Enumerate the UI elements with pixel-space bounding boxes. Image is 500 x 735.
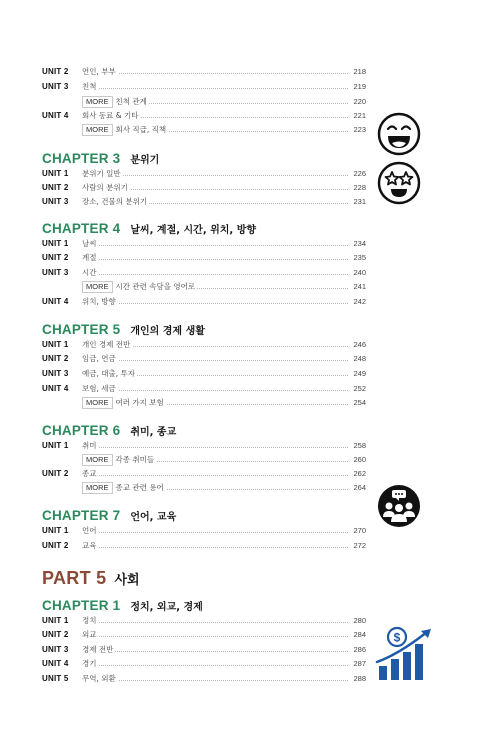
page-number: 223: [348, 124, 366, 136]
more-badge: MORE: [82, 96, 113, 108]
chapter-label: CHAPTER 1: [42, 598, 121, 613]
page-number: 287: [348, 658, 366, 670]
leader-dots: [82, 360, 348, 361]
unit-title: 위치, 방향: [82, 297, 116, 306]
unit-label: UNIT 3: [42, 82, 69, 91]
chapter-label: CHAPTER 5: [42, 322, 121, 337]
leader-dots: [82, 259, 348, 260]
unit-title: 회사 동료 & 기타: [82, 111, 139, 120]
unit-label: UNIT 1: [42, 616, 69, 625]
growth-chart-icon: [375, 626, 435, 682]
part-label: PART 5: [42, 568, 107, 588]
unit-title: 예금, 대출, 투자: [82, 369, 136, 378]
chapter-title: 언어, 교육: [130, 512, 177, 523]
leader-dots: [82, 303, 348, 304]
unit-label: UNIT 3: [42, 197, 69, 206]
page-number: 262: [348, 468, 366, 480]
unit-title: 정치: [82, 616, 97, 625]
leader-dots: [82, 390, 348, 391]
unit-label: UNIT 4: [42, 297, 69, 306]
toc-row[interactable]: [42, 267, 366, 279]
page-number: 228: [348, 182, 366, 194]
page-number: 254: [348, 397, 366, 409]
toc-row[interactable]: [42, 339, 366, 351]
toc-row[interactable]: [42, 440, 366, 452]
chapter-heading[interactable]: [42, 505, 176, 521]
chapter-label: CHAPTER 6: [42, 423, 121, 438]
page-number: 272: [348, 540, 366, 552]
toc-row[interactable]: [42, 629, 366, 641]
leader-dots: [82, 475, 348, 476]
leader-dots: [82, 547, 348, 548]
page-number: 241: [348, 281, 366, 293]
unit-title: 외교: [82, 630, 97, 639]
page-number: 264: [348, 482, 366, 494]
chapter-heading[interactable]: [42, 420, 176, 436]
more-badge: MORE: [82, 397, 113, 409]
page-number: 249: [348, 368, 366, 380]
toc-row[interactable]: [42, 66, 366, 78]
part-title: 사회: [114, 573, 140, 588]
chapter-label: CHAPTER 4: [42, 221, 121, 236]
chapter-title: 날씨, 계절, 시간, 위치, 방향: [130, 225, 257, 236]
leader-dots: [82, 651, 348, 652]
chapter-title: 취미, 종교: [130, 427, 177, 438]
unit-title: 장소, 건물의 분위기: [82, 197, 148, 206]
unit-label: UNIT 4: [42, 111, 69, 120]
toc-row[interactable]: [42, 81, 366, 93]
toc-row-more[interactable]: [42, 454, 366, 466]
toc-row-more[interactable]: [42, 96, 366, 108]
toc-row[interactable]: [42, 615, 366, 627]
leader-dots: [82, 245, 348, 246]
leader-dots: [82, 88, 348, 89]
unit-title: 종교 관련 용어: [115, 483, 164, 492]
unit-title: 종교: [82, 469, 97, 478]
unit-label: UNIT 1: [42, 239, 69, 248]
chapter-label: CHAPTER 7: [42, 508, 121, 523]
unit-title: 보험, 세금: [82, 384, 116, 393]
page-number: 242: [348, 296, 366, 308]
unit-label: UNIT 1: [42, 441, 69, 450]
more-badge: MORE: [82, 454, 113, 466]
toc-row[interactable]: [42, 196, 366, 208]
page-number: 258: [348, 440, 366, 452]
unit-title: 분위기 일반: [82, 169, 121, 178]
page-number: 220: [348, 96, 366, 108]
unit-title: 언어: [82, 526, 97, 535]
unit-label: UNIT 2: [42, 183, 69, 192]
toc-row-more[interactable]: [42, 281, 366, 293]
toc-row[interactable]: [42, 468, 366, 480]
unit-title: 임금, 연금: [82, 354, 116, 363]
unit-label: UNIT 3: [42, 369, 69, 378]
unit-label: UNIT 1: [42, 169, 69, 178]
unit-label: UNIT 5: [42, 674, 69, 683]
toc-row-more[interactable]: [42, 397, 366, 409]
page-number: 252: [348, 383, 366, 395]
toc-row[interactable]: [42, 540, 366, 552]
page-number: 270: [348, 525, 366, 537]
unit-label: UNIT 2: [42, 354, 69, 363]
unit-title: 계절: [82, 253, 97, 262]
chapter-heading[interactable]: [42, 218, 256, 234]
page-number: 284: [348, 629, 366, 641]
chapter-title: 정치, 외교, 경제: [130, 602, 203, 613]
toc-row[interactable]: [42, 383, 366, 395]
toc-row[interactable]: [42, 182, 366, 194]
unit-label: UNIT 3: [42, 645, 69, 654]
unit-label: UNIT 2: [42, 541, 69, 550]
toc-row[interactable]: [42, 658, 366, 670]
leader-dots: [82, 622, 348, 623]
unit-label: UNIT 4: [42, 659, 69, 668]
chapter-title: 개인의 경제 생활: [130, 326, 205, 337]
toc-row-more[interactable]: [42, 482, 366, 494]
toc-row[interactable]: [42, 673, 366, 685]
toc-row-more[interactable]: [42, 124, 366, 136]
part-heading[interactable]: [42, 568, 140, 589]
chapter-label: CHAPTER 3: [42, 151, 121, 166]
star-eyes-face-icon: [377, 161, 421, 205]
toc-row[interactable]: [42, 296, 366, 308]
unit-label: UNIT 1: [42, 526, 69, 535]
unit-label: UNIT 2: [42, 469, 69, 478]
toc-row[interactable]: [42, 644, 366, 656]
toc-row[interactable]: [42, 238, 366, 250]
page-number: 248: [348, 353, 366, 365]
unit-title: 사람의 분위기: [82, 183, 128, 192]
unit-title: 날씨: [82, 239, 97, 248]
page-number: 218: [348, 66, 366, 78]
unit-title: 개인 경제 전반: [82, 340, 131, 349]
chapter-title: 분위기: [130, 155, 160, 166]
chapter-heading[interactable]: [42, 595, 203, 611]
leader-dots: [82, 680, 348, 681]
page-number: 246: [348, 339, 366, 351]
page-number: 221: [348, 110, 366, 122]
page-number: 231: [348, 196, 366, 208]
toc-row[interactable]: [42, 252, 366, 264]
unit-title: 무역, 외환: [82, 674, 116, 683]
unit-label: UNIT 4: [42, 384, 69, 393]
page-number: 234: [348, 238, 366, 250]
unit-title: 연인, 부부: [82, 67, 116, 76]
more-badge: MORE: [82, 482, 113, 494]
unit-title: 시간: [82, 268, 97, 277]
leader-dots: [82, 447, 348, 448]
unit-title: 친척: [82, 82, 97, 91]
unit-title: 교육: [82, 541, 97, 550]
unit-title: 친척 관계: [115, 97, 147, 106]
leader-dots: [82, 73, 348, 74]
leader-dots: [82, 532, 348, 533]
page-number: 235: [348, 252, 366, 264]
unit-title: 각종 취미들: [115, 455, 155, 464]
page-number: 288: [348, 673, 366, 685]
chapter-heading[interactable]: [42, 319, 205, 335]
unit-label: UNIT 3: [42, 268, 69, 277]
unit-label: UNIT 2: [42, 253, 69, 262]
unit-title: 경제 전반: [82, 645, 114, 654]
unit-title: 경기: [82, 659, 97, 668]
unit-label: UNIT 2: [42, 67, 69, 76]
more-badge: MORE: [82, 124, 113, 136]
toc-row[interactable]: [42, 368, 366, 380]
page-number: 240: [348, 267, 366, 279]
page-number: 286: [348, 644, 366, 656]
unit-label: UNIT 2: [42, 630, 69, 639]
leader-dots: [82, 274, 348, 275]
more-badge: MORE: [82, 281, 113, 293]
toc-row[interactable]: [42, 525, 366, 537]
unit-title: 취미: [82, 441, 97, 450]
page-number: 260: [348, 454, 366, 466]
page-number: 219: [348, 81, 366, 93]
leader-dots: [82, 636, 348, 637]
svg-text:$: $: [393, 630, 401, 645]
unit-title: 시간 관련 속담을 영어로: [115, 282, 196, 291]
unit-label: UNIT 1: [42, 340, 69, 349]
unit-title: 회사 직급, 직책: [115, 125, 167, 134]
page-number: 226: [348, 168, 366, 180]
group-chat-icon: [377, 484, 421, 528]
leader-dots: [82, 665, 348, 666]
laughing-face-icon: [377, 112, 421, 156]
toc-row[interactable]: [42, 168, 366, 180]
chapter-heading[interactable]: [42, 148, 159, 164]
page-number: 280: [348, 615, 366, 627]
unit-title: 여러 가지 보험: [115, 398, 164, 407]
toc-row[interactable]: [42, 353, 366, 365]
toc-row[interactable]: [42, 110, 366, 122]
